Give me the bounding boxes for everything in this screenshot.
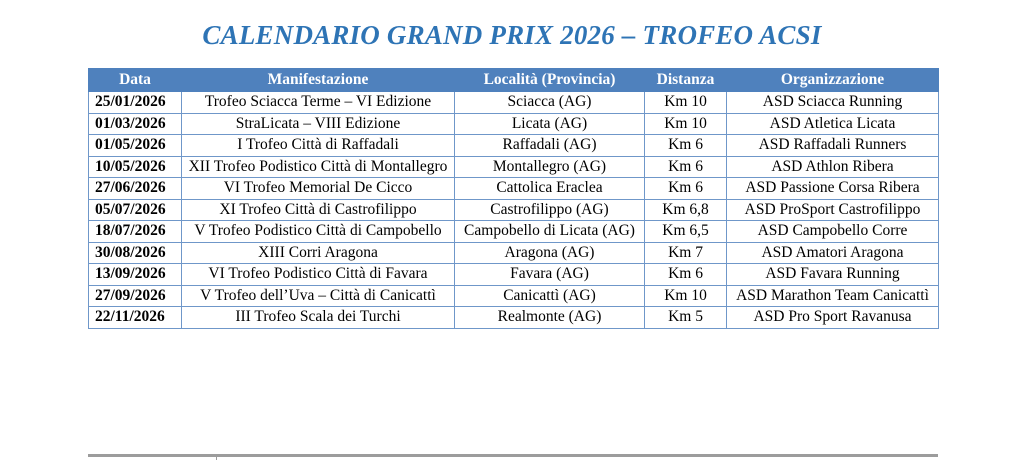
table-cell-organizer: ASD Pro Sport Ravanusa xyxy=(727,307,939,329)
table-row xyxy=(89,199,939,221)
table-cell-organizer: ASD Sciacca Running xyxy=(727,92,939,114)
table-cell-location: Favara (AG) xyxy=(455,264,645,286)
table-cell-event: StraLicata – VIII Edizione xyxy=(182,113,455,135)
table-cell-date: 01/05/2026 xyxy=(89,135,182,157)
table-cell-distance: Km 6 xyxy=(645,178,727,200)
table-row xyxy=(89,307,939,329)
header-organizer: Organizzazione xyxy=(727,69,939,92)
table-cell-location: Aragona (AG) xyxy=(455,242,645,264)
table-cell-location: Castrofilippo (AG) xyxy=(455,199,645,221)
table-cell-distance: Km 6 xyxy=(645,264,727,286)
table-body xyxy=(89,92,939,329)
table-cell-event: V Trofeo dell’Uva – Città di Canicattì xyxy=(182,285,455,307)
table-row xyxy=(89,178,939,200)
header-distance: Distanza xyxy=(645,69,727,92)
table-row xyxy=(89,285,939,307)
table-cell-event: XII Trofeo Podistico Città di Montallegro xyxy=(182,156,455,178)
table-cell-organizer: ASD Campobello Corre xyxy=(727,221,939,243)
table-cell-date: 22/11/2026 xyxy=(89,307,182,329)
table-cell-date: 01/03/2026 xyxy=(89,113,182,135)
table-cell-location: Raffadali (AG) xyxy=(455,135,645,157)
table-row xyxy=(89,242,939,264)
table-row xyxy=(89,221,939,243)
table-cell-event: VI Trofeo Memorial De Cicco xyxy=(182,178,455,200)
table-cell-event: XI Trofeo Città di Castrofilippo xyxy=(182,199,455,221)
header-date: Data xyxy=(89,69,182,92)
table-cell-distance: Km 6 xyxy=(645,135,727,157)
table-cell-organizer: ASD Athlon Ribera xyxy=(727,156,939,178)
calendar-table xyxy=(88,68,939,329)
table-cell-date: 27/09/2026 xyxy=(89,285,182,307)
table-cell-location: Cattolica Eraclea xyxy=(455,178,645,200)
table-cell-location: Canicattì (AG) xyxy=(455,285,645,307)
table-cell-location: Montallegro (AG) xyxy=(455,156,645,178)
header-event: Manifestazione xyxy=(182,69,455,92)
table-cell-date: 05/07/2026 xyxy=(89,199,182,221)
table-row xyxy=(89,135,939,157)
table-header-row xyxy=(89,69,939,92)
table-cell-distance: Km 10 xyxy=(645,285,727,307)
table-cell-event: III Trofeo Scala dei Turchi xyxy=(182,307,455,329)
table-cell-organizer: ASD Raffadali Runners xyxy=(727,135,939,157)
table-cell-distance: Km 7 xyxy=(645,242,727,264)
table-cell-event: V Trofeo Podistico Città di Campobello xyxy=(182,221,455,243)
table-cell-organizer: ASD Passione Corsa Ribera xyxy=(727,178,939,200)
table-cell-location: Realmonte (AG) xyxy=(455,307,645,329)
table-cell-event: VI Trofeo Podistico Città di Favara xyxy=(182,264,455,286)
table-cell-event: XIII Corri Aragona xyxy=(182,242,455,264)
table-cell-date: 13/09/2026 xyxy=(89,264,182,286)
page-title: CALENDARIO GRAND PRIX 2026 – TROFEO ACSI xyxy=(202,20,822,50)
header-location: Località (Provincia) xyxy=(455,69,645,92)
table-row xyxy=(89,113,939,135)
table-cell-location: Sciacca (AG) xyxy=(455,92,645,114)
table-cell-distance: Km 6,5 xyxy=(645,221,727,243)
table-cell-event: Trofeo Sciacca Terme – VI Edizione xyxy=(182,92,455,114)
table-cell-organizer: ASD Favara Running xyxy=(727,264,939,286)
table-cell-location: Licata (AG) xyxy=(455,113,645,135)
table-cell-date: 18/07/2026 xyxy=(89,221,182,243)
table-cell-date: 10/05/2026 xyxy=(89,156,182,178)
table-cell-distance: Km 10 xyxy=(645,113,727,135)
table-cell-date: 30/08/2026 xyxy=(89,242,182,264)
table-cell-distance: Km 5 xyxy=(645,307,727,329)
table-cell-distance: Km 6 xyxy=(645,156,727,178)
table-row xyxy=(89,92,939,114)
table-cell-location: Campobello di Licata (AG) xyxy=(455,221,645,243)
table-cell-organizer: ASD Amatori Aragona xyxy=(727,242,939,264)
table-cell-organizer: ASD Atletica Licata xyxy=(727,113,939,135)
table-cell-organizer: ASD Marathon Team Canicattì xyxy=(727,285,939,307)
table-cell-distance: Km 10 xyxy=(645,92,727,114)
table-cell-date: 27/06/2026 xyxy=(89,178,182,200)
table-cell-event: I Trofeo Città di Raffadali xyxy=(182,135,455,157)
table-row xyxy=(89,156,939,178)
table-cell-date: 25/01/2026 xyxy=(89,92,182,114)
table-cell-distance: Km 6,8 xyxy=(645,199,727,221)
table-cell-organizer: ASD ProSport Castrofilippo xyxy=(727,199,939,221)
table-row xyxy=(89,264,939,286)
